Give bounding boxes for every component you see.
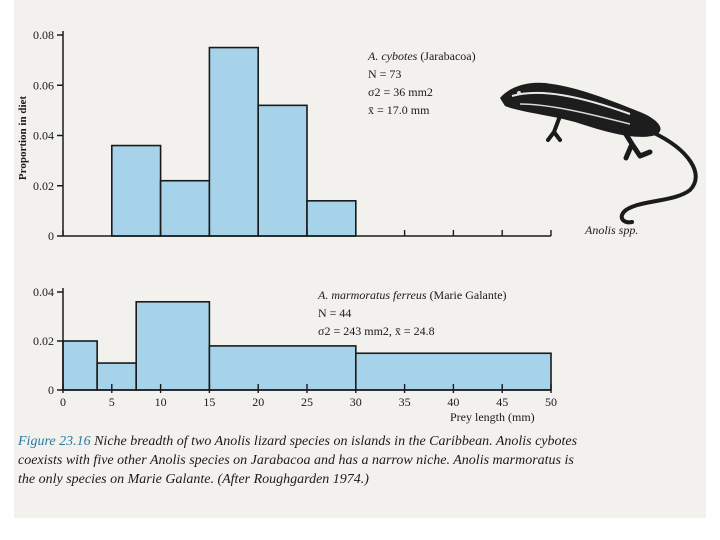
x-tick-label-1-9: 45 bbox=[496, 395, 509, 409]
y-tick-label-1-0: 0 bbox=[48, 383, 54, 397]
histogram-bar-1-1 bbox=[97, 363, 136, 390]
y-tick-label-0-1: 0.02 bbox=[33, 178, 54, 193]
chart-bottom-marmoratus bbox=[33, 285, 557, 424]
sigma-bottom: σ2 = 243 mm2, x̄ = 24.8 bbox=[318, 324, 435, 338]
x-tick-label-1-0: 0 bbox=[60, 395, 66, 409]
histogram-bar-0-4 bbox=[307, 201, 356, 236]
legend-bottom-marmoratus bbox=[317, 288, 507, 338]
histogram-bar-0-1 bbox=[161, 181, 210, 236]
y-tick-label-0-4: 0.08 bbox=[33, 28, 54, 42]
legend-top-cybotes bbox=[367, 49, 476, 117]
sigma-top: σ2 = 36 mm2 bbox=[368, 85, 433, 99]
y-tick-label-1-2: 0.04 bbox=[33, 285, 54, 299]
svg-text:A. cybotes (Jarabaco bbox=[367, 49, 476, 63]
svg-text:A. marmoratus ferreus bbox=[317, 288, 507, 302]
histogram-bar-1-3 bbox=[209, 346, 355, 390]
y-tick-label-1-1: 0.02 bbox=[33, 334, 54, 348]
x-tick-label-1-6: 30 bbox=[349, 395, 362, 409]
x-tick-label-1-7: 35 bbox=[398, 395, 411, 409]
caption-label: Figure 23.16 bbox=[18, 434, 91, 449]
figure-caption bbox=[18, 432, 578, 489]
n-bottom: N = 44 bbox=[318, 306, 352, 320]
histogram-bar-1-2 bbox=[136, 302, 209, 390]
y-tick-label-0-3: 0.06 bbox=[33, 78, 54, 93]
x-tick-label-1-8: 40 bbox=[447, 395, 460, 409]
histogram-bar-0-3 bbox=[258, 105, 307, 236]
x-tick-label-1-4: 20 bbox=[252, 395, 265, 409]
x-tick-label-1-1: 5 bbox=[108, 395, 115, 409]
n-top: N = 73 bbox=[368, 67, 402, 81]
x-tick-label-1-5: 25 bbox=[301, 395, 313, 409]
location-bottom: (Marie Galante) bbox=[429, 288, 507, 302]
histogram-bar-1-0 bbox=[63, 341, 97, 390]
y-tick-label-0-2: 0.04 bbox=[33, 128, 54, 143]
x-tick-label-1-2: 10 bbox=[154, 395, 167, 409]
x-tick-label-1-10: 50 bbox=[545, 395, 557, 409]
bars-top bbox=[112, 48, 356, 236]
y-axis-label-top: Proportion in diet bbox=[17, 95, 29, 181]
bars-bottom bbox=[63, 302, 551, 390]
species-name-bottom: A. marmoratus ferreus bbox=[318, 288, 427, 302]
lizard-label: Anolis spp. bbox=[585, 223, 639, 237]
location-top: (Jarabacoa) bbox=[420, 49, 476, 63]
x-axis-label-bottom: Prey length (mm) bbox=[450, 410, 535, 424]
x-tick-label-1-3: 15 bbox=[203, 395, 216, 409]
histogram-bar-0-2 bbox=[209, 48, 258, 236]
caption-text: Niche breadth of two Anolis lizard species on islands in the Caribbean. Anolis cybotes coexists with five other Anolis species on Jarabacoa and has a narrow niche. Anolis marmoratus is the only species on Marie Galante. (After Roughgarden 1974.) bbox=[18, 434, 578, 487]
mean-top: x̄ = 17.0 mm bbox=[368, 103, 430, 117]
chart-top-cybotes bbox=[17, 28, 551, 243]
y-tick-label-0-0: 0 bbox=[48, 229, 54, 243]
histogram-bar-0-0 bbox=[112, 146, 161, 236]
species-name-top: A. cybotes bbox=[368, 49, 418, 63]
lizard-illustration bbox=[500, 83, 696, 237]
